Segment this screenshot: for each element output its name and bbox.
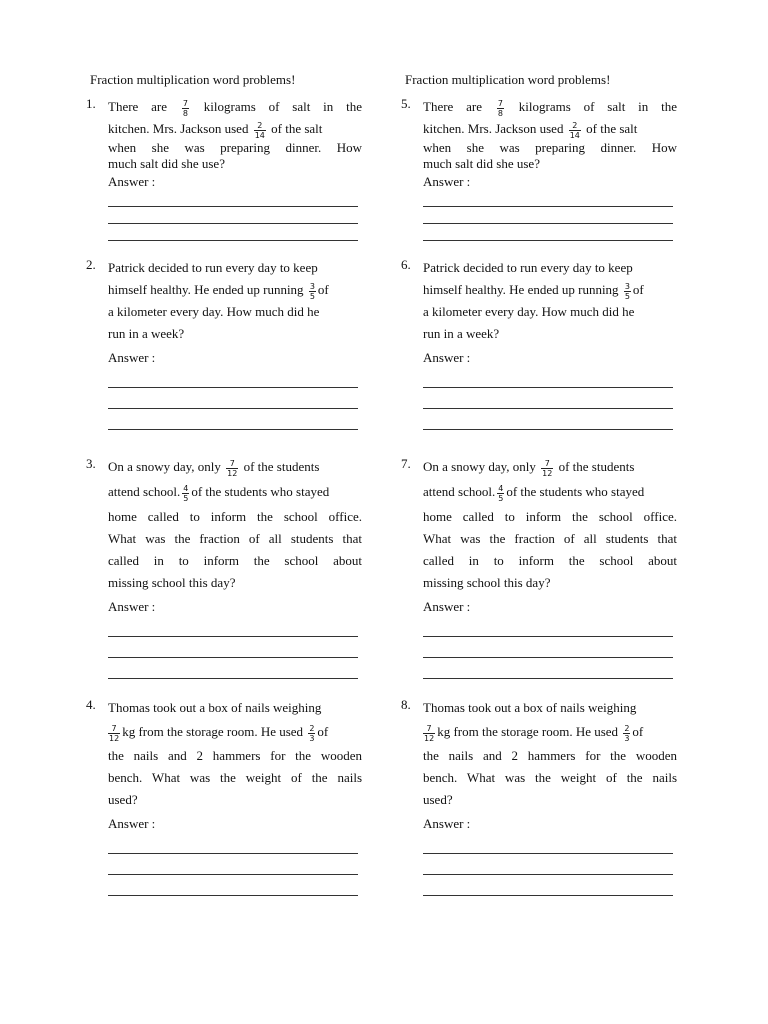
answer-line[interactable]: [423, 879, 673, 896]
answer-line[interactable]: [108, 641, 358, 658]
fraction: $\frac{2}{3}$: [624, 723, 630, 743]
answer-line[interactable]: [108, 837, 358, 854]
answer-line[interactable]: [423, 392, 673, 409]
fraction: $\frac{4}{5}$: [183, 483, 189, 503]
problem-number: 1.: [86, 96, 96, 111]
answer-label: Answer :: [108, 599, 156, 614]
problem-number: 7.: [401, 456, 411, 471]
answer-line[interactable]: [108, 190, 358, 207]
answer-line[interactable]: [108, 879, 358, 896]
answer-line[interactable]: [108, 207, 358, 224]
answer-label: Answer :: [108, 350, 156, 365]
fraction: $\frac{2}{3}$: [309, 723, 315, 743]
problem-number: 6.: [401, 257, 411, 272]
answer-line[interactable]: [423, 224, 673, 241]
fraction: $\frac{7}{8}$: [182, 98, 188, 118]
fraction: $\frac{7}{12}$: [109, 723, 120, 743]
answer-line[interactable]: [423, 207, 673, 224]
answer-line[interactable]: [108, 662, 358, 679]
answer-line[interactable]: [423, 190, 673, 207]
answer-line[interactable]: [423, 371, 673, 388]
worksheet-title: Fraction multiplication word problems!: [405, 72, 611, 87]
answer-label: Answer :: [423, 350, 471, 365]
fraction: $\frac{2}{14}$: [569, 120, 580, 140]
fraction: $\frac{7}{12}$: [227, 458, 238, 478]
answer-line[interactable]: [423, 620, 673, 637]
fraction: $\frac{3}{5}$: [624, 281, 630, 301]
fraction: $\frac{7}{12}$: [542, 458, 553, 478]
answer-label: Answer :: [108, 816, 156, 831]
worksheet-title: Fraction multiplication word problems!: [90, 72, 296, 87]
problem-number: 3.: [86, 456, 96, 471]
problem-number: 4.: [86, 697, 96, 712]
answer-line[interactable]: [423, 641, 673, 658]
fraction: $\frac{7}{8}$: [497, 98, 503, 118]
answer-label: Answer :: [423, 816, 471, 831]
answer-line[interactable]: [108, 620, 358, 637]
problem-number: 2.: [86, 257, 96, 272]
problem-number: 8.: [401, 697, 411, 712]
answer-line[interactable]: [423, 858, 673, 875]
answer-label: Answer :: [423, 174, 471, 189]
fraction: $\frac{3}{5}$: [309, 281, 315, 301]
fraction: $\frac{7}{12}$: [424, 723, 435, 743]
answer-line[interactable]: [108, 371, 358, 388]
answer-line[interactable]: [108, 224, 358, 241]
answer-line[interactable]: [108, 392, 358, 409]
answer-line[interactable]: [423, 662, 673, 679]
fraction: $\frac{4}{5}$: [498, 483, 504, 503]
answer-label: Answer :: [108, 174, 156, 189]
answer-line[interactable]: [423, 413, 673, 430]
answer-line[interactable]: [423, 837, 673, 854]
answer-line[interactable]: [108, 413, 358, 430]
fraction: $\frac{2}{14}$: [254, 120, 265, 140]
problem-number: 5.: [401, 96, 411, 111]
answer-label: Answer :: [423, 599, 471, 614]
answer-line[interactable]: [108, 858, 358, 875]
